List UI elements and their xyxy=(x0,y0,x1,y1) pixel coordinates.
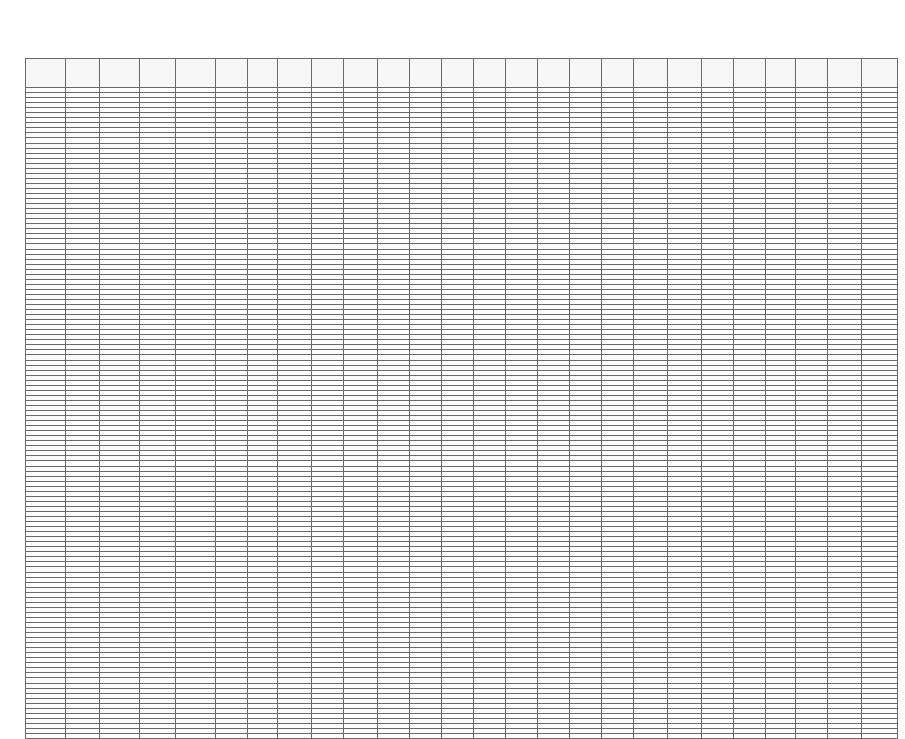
column-header xyxy=(828,59,862,88)
table-cell xyxy=(66,734,100,739)
table-cell xyxy=(602,734,634,739)
column-header xyxy=(796,59,828,88)
column-header xyxy=(734,59,766,88)
table-cell xyxy=(278,734,312,739)
table-cell xyxy=(26,734,66,739)
column-header xyxy=(176,59,216,88)
column-header xyxy=(248,59,278,88)
table-cell xyxy=(474,734,506,739)
table-cell xyxy=(570,734,602,739)
table-cell xyxy=(216,734,248,739)
table-cell xyxy=(378,734,410,739)
table-cell xyxy=(442,734,474,739)
column-header xyxy=(278,59,312,88)
table-cell xyxy=(140,734,176,739)
column-header xyxy=(378,59,410,88)
column-header xyxy=(506,59,538,88)
column-header xyxy=(312,59,344,88)
header-row xyxy=(26,59,898,88)
table-cell xyxy=(734,734,766,739)
column-header xyxy=(862,59,898,88)
column-header xyxy=(602,59,634,88)
column-header xyxy=(140,59,176,88)
column-header xyxy=(668,59,702,88)
table-cell xyxy=(176,734,216,739)
column-header xyxy=(766,59,796,88)
table-cell xyxy=(862,734,898,739)
table-cell xyxy=(538,734,570,739)
table-cell xyxy=(410,734,442,739)
column-header xyxy=(66,59,100,88)
table-cell xyxy=(796,734,828,739)
column-header xyxy=(474,59,506,88)
table-cell xyxy=(506,734,538,739)
column-header xyxy=(216,59,248,88)
table-cell xyxy=(344,734,378,739)
column-header xyxy=(410,59,442,88)
column-header xyxy=(442,59,474,88)
column-header xyxy=(702,59,734,88)
table-cell xyxy=(828,734,862,739)
spreadsheet-table xyxy=(25,58,898,739)
table-cell xyxy=(312,734,344,739)
table-cell xyxy=(702,734,734,739)
table-cell xyxy=(248,734,278,739)
table-row xyxy=(26,734,898,739)
table-cell xyxy=(668,734,702,739)
column-header xyxy=(570,59,602,88)
column-header xyxy=(100,59,140,88)
column-header xyxy=(634,59,668,88)
column-header xyxy=(538,59,570,88)
column-header xyxy=(344,59,378,88)
table-cell xyxy=(766,734,796,739)
table-cell xyxy=(634,734,668,739)
table-cell xyxy=(100,734,140,739)
column-header xyxy=(26,59,66,88)
